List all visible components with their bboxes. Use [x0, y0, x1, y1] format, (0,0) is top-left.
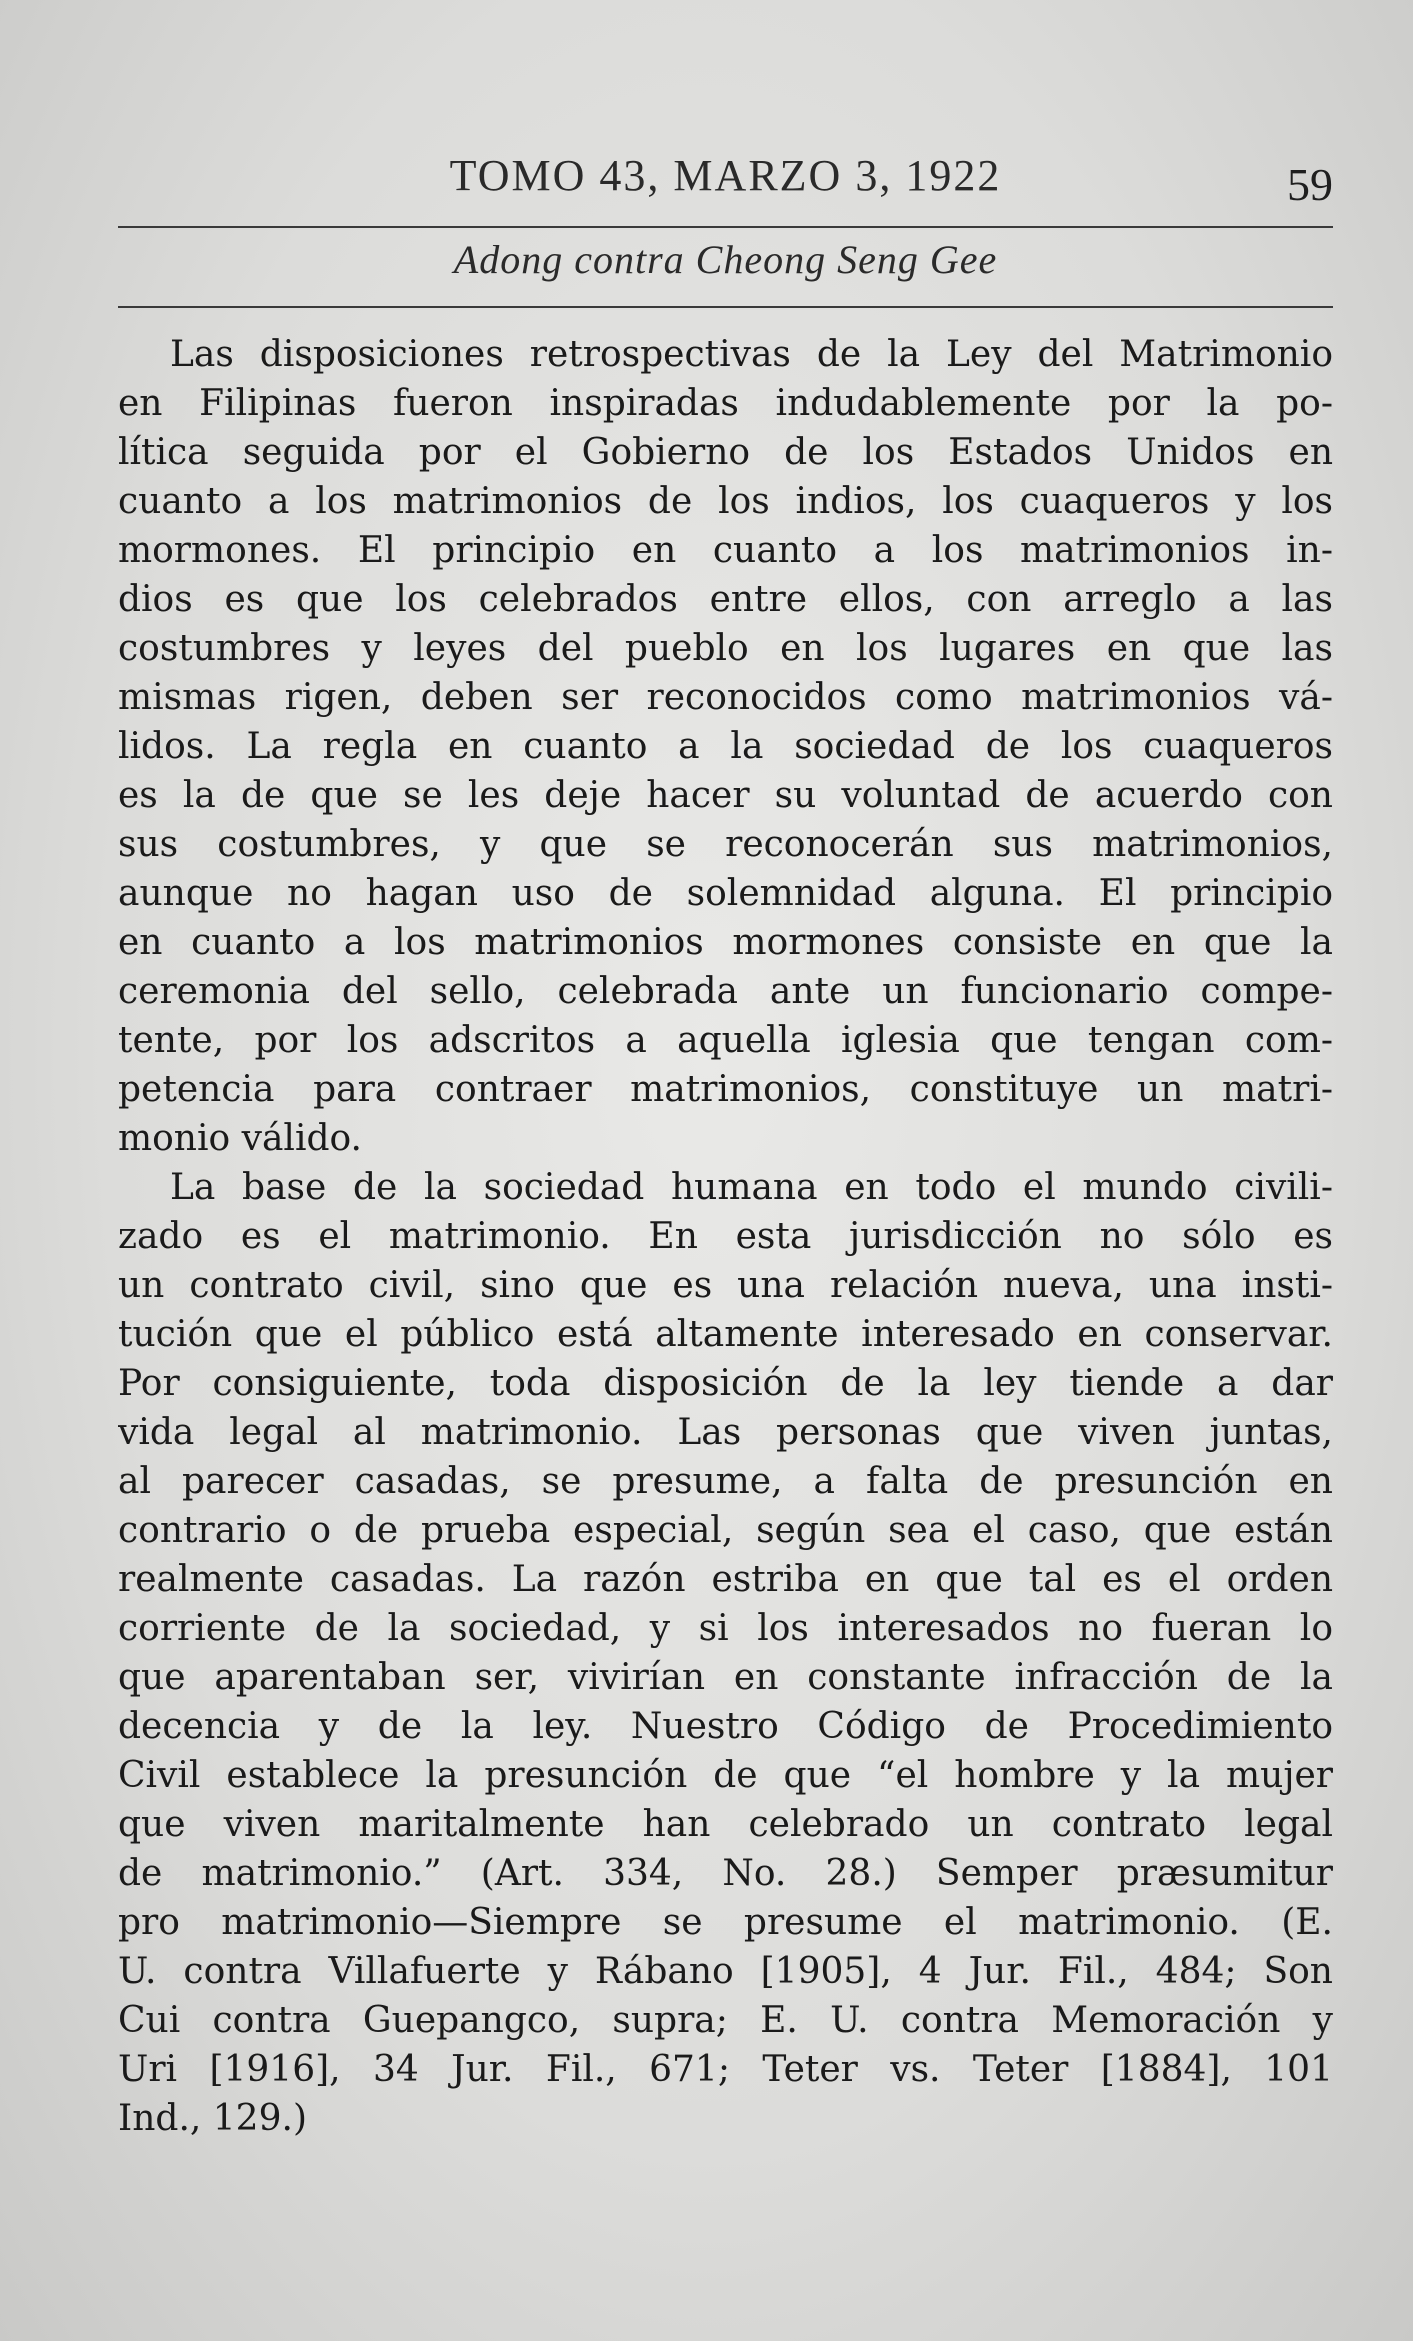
text-line: un contrato civil, sino que es una relación nueva, una insti- [118, 1265, 1333, 1306]
text-line: corriente de la sociedad, y si los interesados no fueran lo [118, 1608, 1333, 1649]
paragraph-1 [118, 330, 1333, 1163]
paragraph-2 [118, 1163, 1333, 2143]
text-line: al parecer casadas, se presume, a falta de presunción en [118, 1461, 1333, 1502]
text-line: que viven maritalmente han celebrado un contrato legal [118, 1804, 1333, 1845]
page-number: 59 [1287, 159, 1333, 210]
text-line: U. contra Villafuerte y Rábano [1905], 4 Jur. Fil., 484; Son [118, 1951, 1333, 1992]
header-rule-bottom [118, 306, 1333, 308]
text-line: que aparentaban ser, vivirían en constante infracción de la [118, 1657, 1333, 1698]
text-line: Cui contra Guepangco, supra; E. U. contra Memoración y [118, 2000, 1333, 2041]
text-line: vida legal al matrimonio. Las personas que viven juntas, [118, 1412, 1333, 1453]
case-title: Adong contra Cheong Seng Gee [453, 237, 998, 282]
text-line: Ind., 129.) [118, 2098, 307, 2139]
text-line: costumbres y leyes del pueblo en los lugares en que las [118, 628, 1333, 669]
body-text [118, 330, 1333, 2143]
text-line: tución que el público está altamente interesado en conservar. [118, 1314, 1333, 1355]
header-rule-top [118, 226, 1333, 228]
text-line: dios es que los celebrados entre ellos, con arreglo a las [118, 579, 1333, 620]
text-line: mismas rigen, deben ser reconocidos como matrimonios vá- [118, 677, 1333, 718]
running-title: TOMO 43, MARZO 3, 1922 [449, 151, 1002, 200]
text-line: mormones. El principio en cuanto a los matrimonios in- [118, 530, 1333, 571]
text-line: aunque no hagan uso de solemnidad alguna. El principio [118, 873, 1333, 914]
text-line: Uri [1916], 34 Jur. Fil., 671; Teter vs. Teter [1884], 101 [118, 2049, 1333, 2090]
text-line: Las disposiciones retrospectivas de la Ley del Matrimonio [170, 334, 1333, 375]
text-line: realmente casadas. La razón estriba en que tal es el orden [118, 1559, 1333, 1600]
text-line: lidos. La regla en cuanto a la sociedad de los cuaqueros [118, 726, 1333, 767]
text-line: de matrimonio.” (Art. 334, No. 28.) Semper præsumitur [118, 1853, 1333, 1894]
text-line: en cuanto a los matrimonios mormones consiste en que la [118, 922, 1333, 963]
text-line: petencia para contraer matrimonios, constituye un matri- [118, 1069, 1333, 1110]
text-line: sus costumbres, y que se reconocerán sus matrimonios, [118, 824, 1333, 865]
page-header [118, 150, 1333, 210]
text-line: ceremonia del sello, celebrada ante un funcionario compe- [118, 971, 1333, 1012]
text-line: cuanto a los matrimonios de los indios, los cuaqueros y los [118, 481, 1333, 522]
text-line: Civil establece la presunción de que “el hombre y la mujer [118, 1755, 1333, 1796]
text-line: tente, por los adscritos a aquella iglesia que tengan com- [118, 1020, 1333, 1061]
text-line: contrario o de prueba especial, según sea el caso, que están [118, 1510, 1333, 1551]
text-line: decencia y de la ley. Nuestro Código de Procedimiento [118, 1706, 1333, 1747]
text-line: en Filipinas fueron inspiradas indudablemente por la po- [118, 383, 1333, 424]
text-line: es la de que se les deje hacer su voluntad de acuerdo con [118, 775, 1333, 816]
text-line: monio válido. [118, 1118, 362, 1159]
text-line: pro matrimonio—Siempre se presume el matrimonio. (E. [118, 1902, 1333, 1943]
text-line: Por consiguiente, toda disposición de la ley tiende a dar [118, 1363, 1333, 1404]
text-line: La base de la sociedad humana en todo el mundo civili- [170, 1167, 1333, 1208]
text-line: lítica seguida por el Gobierno de los Estados Unidos en [118, 432, 1333, 473]
text-line: zado es el matrimonio. En esta jurisdicción no sólo es [118, 1216, 1333, 1257]
